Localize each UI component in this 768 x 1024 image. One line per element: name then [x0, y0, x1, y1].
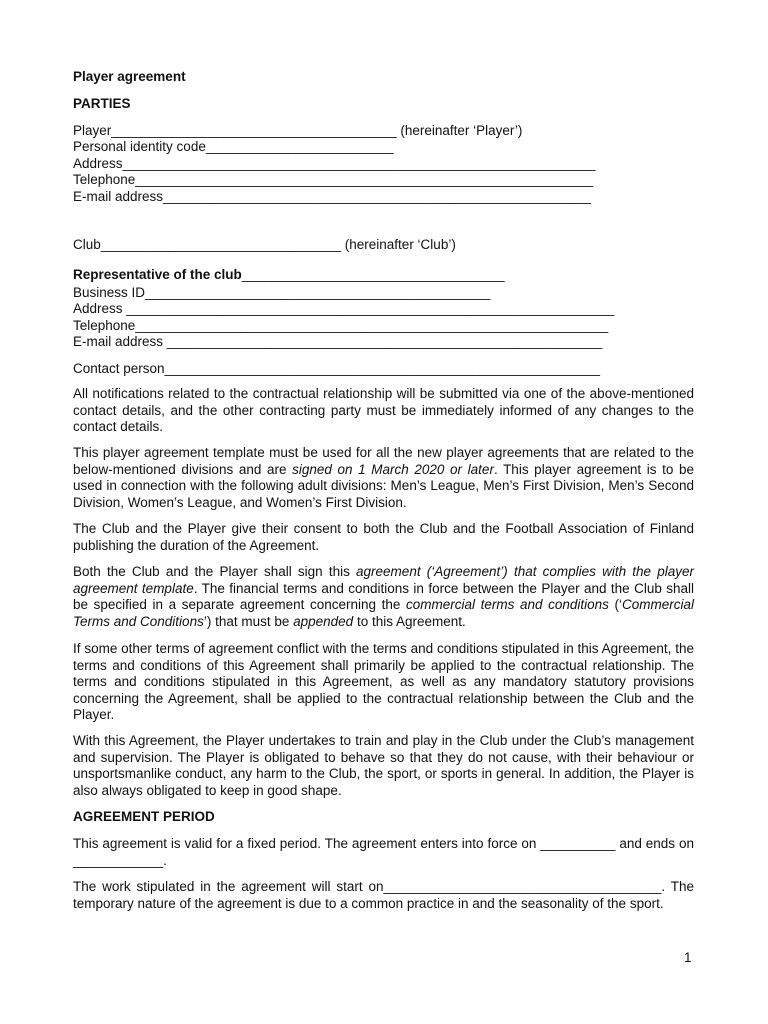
- club-address-field: Address _________________________________________________________________: [73, 301, 615, 316]
- paragraph-train: With this Agreement, the Player undertakes to train and play in the Club under the Club’s management and supervision. The Player is obligated to behave so that they do not cause, with their behaviour or unsportsmanlike conduct, any harm to the Club, the sport, or sports in general. In addition, the Player is also always obligated to keep in good shape.: [73, 733, 694, 798]
- paragraph-consent: The Club and the Player give their consent to both the Club and the Football Association of Finland publishing the duration of the Agreement.: [73, 521, 694, 553]
- paragraph-template: This player agreement template must be used for all the new player agreements that are related to the below-mentioned divisions and are signed on 1 March 2020 or later. This player agreement is to be used in connection with the following adult divisions: Men’s League, Men’s First Division, Men’s Second Division, Women’s League, and Women’s First Division.: [73, 445, 694, 510]
- business-id-field: Business ID______________________________________________: [73, 285, 491, 300]
- player-email-field: E-mail address_________________________________________________________: [73, 189, 591, 204]
- page-number: 1: [684, 950, 692, 965]
- representative-field: [73, 267, 505, 283]
- representative-label: Representative of the club: [73, 267, 242, 282]
- paragraph-work: The work stipulated in the agreement will start on_____________________________________. The temporary nature of the agreement is due to a common practice in and the seasonality of the sport.: [73, 879, 694, 911]
- club-telephone-field: Telephone_______________________________________________________________: [73, 318, 609, 333]
- contact-person-field: Contact person__________________________________________________________: [73, 361, 601, 376]
- player-telephone-field: Telephone_____________________________________________________________: [73, 172, 594, 187]
- paragraph-period: This agreement is valid for a fixed period. The agreement enters into force on __________ and ends on ____________.: [73, 836, 694, 868]
- representative-blank: ___________________________________: [241, 267, 505, 282]
- player-field: Player______________________________________ (hereinafter ‘Player’): [73, 123, 523, 138]
- agreement-period-heading: AGREEMENT PERIOD: [73, 809, 215, 824]
- club-email-field: E-mail address __________________________________________________________: [73, 334, 603, 349]
- parties-heading: PARTIES: [73, 96, 131, 111]
- paragraph-notifications: All notifications related to the contractual relationship will be submitted via one of the above-mentioned contact details, and the other contracting party must be immediately informed of any changes to the contact details.: [73, 386, 694, 435]
- personal-id-field: Personal identity code_________________________: [73, 139, 394, 154]
- paragraph-conflict: If some other terms of agreement conflict with the terms and conditions stipulated in this Agreement, the terms and conditions of this Agreement shall primarily be applied to the contractual relationship. The terms and conditions stipulated in this Agreement, as well as any mandatory statutory provisions concerning the Agreement, shall be applied to the contractual relationship between the Club and the Player.: [73, 641, 694, 723]
- paragraph-sign: Both the Club and the Player shall sign this agreement (‘Agreement’) that complies with the player agreement template. The financial terms and conditions in force between the Player and the Club shall be specified in a separate agreement concerning the commercial terms and conditions (‘Commercial Terms and Conditions’) that must be appended to this Agreement.: [73, 564, 695, 629]
- club-field: Club________________________________ (hereinafter ‘Club’): [73, 237, 456, 252]
- player-address-field: Address_______________________________________________________________: [73, 156, 596, 171]
- doc-title: Player agreement: [73, 69, 186, 84]
